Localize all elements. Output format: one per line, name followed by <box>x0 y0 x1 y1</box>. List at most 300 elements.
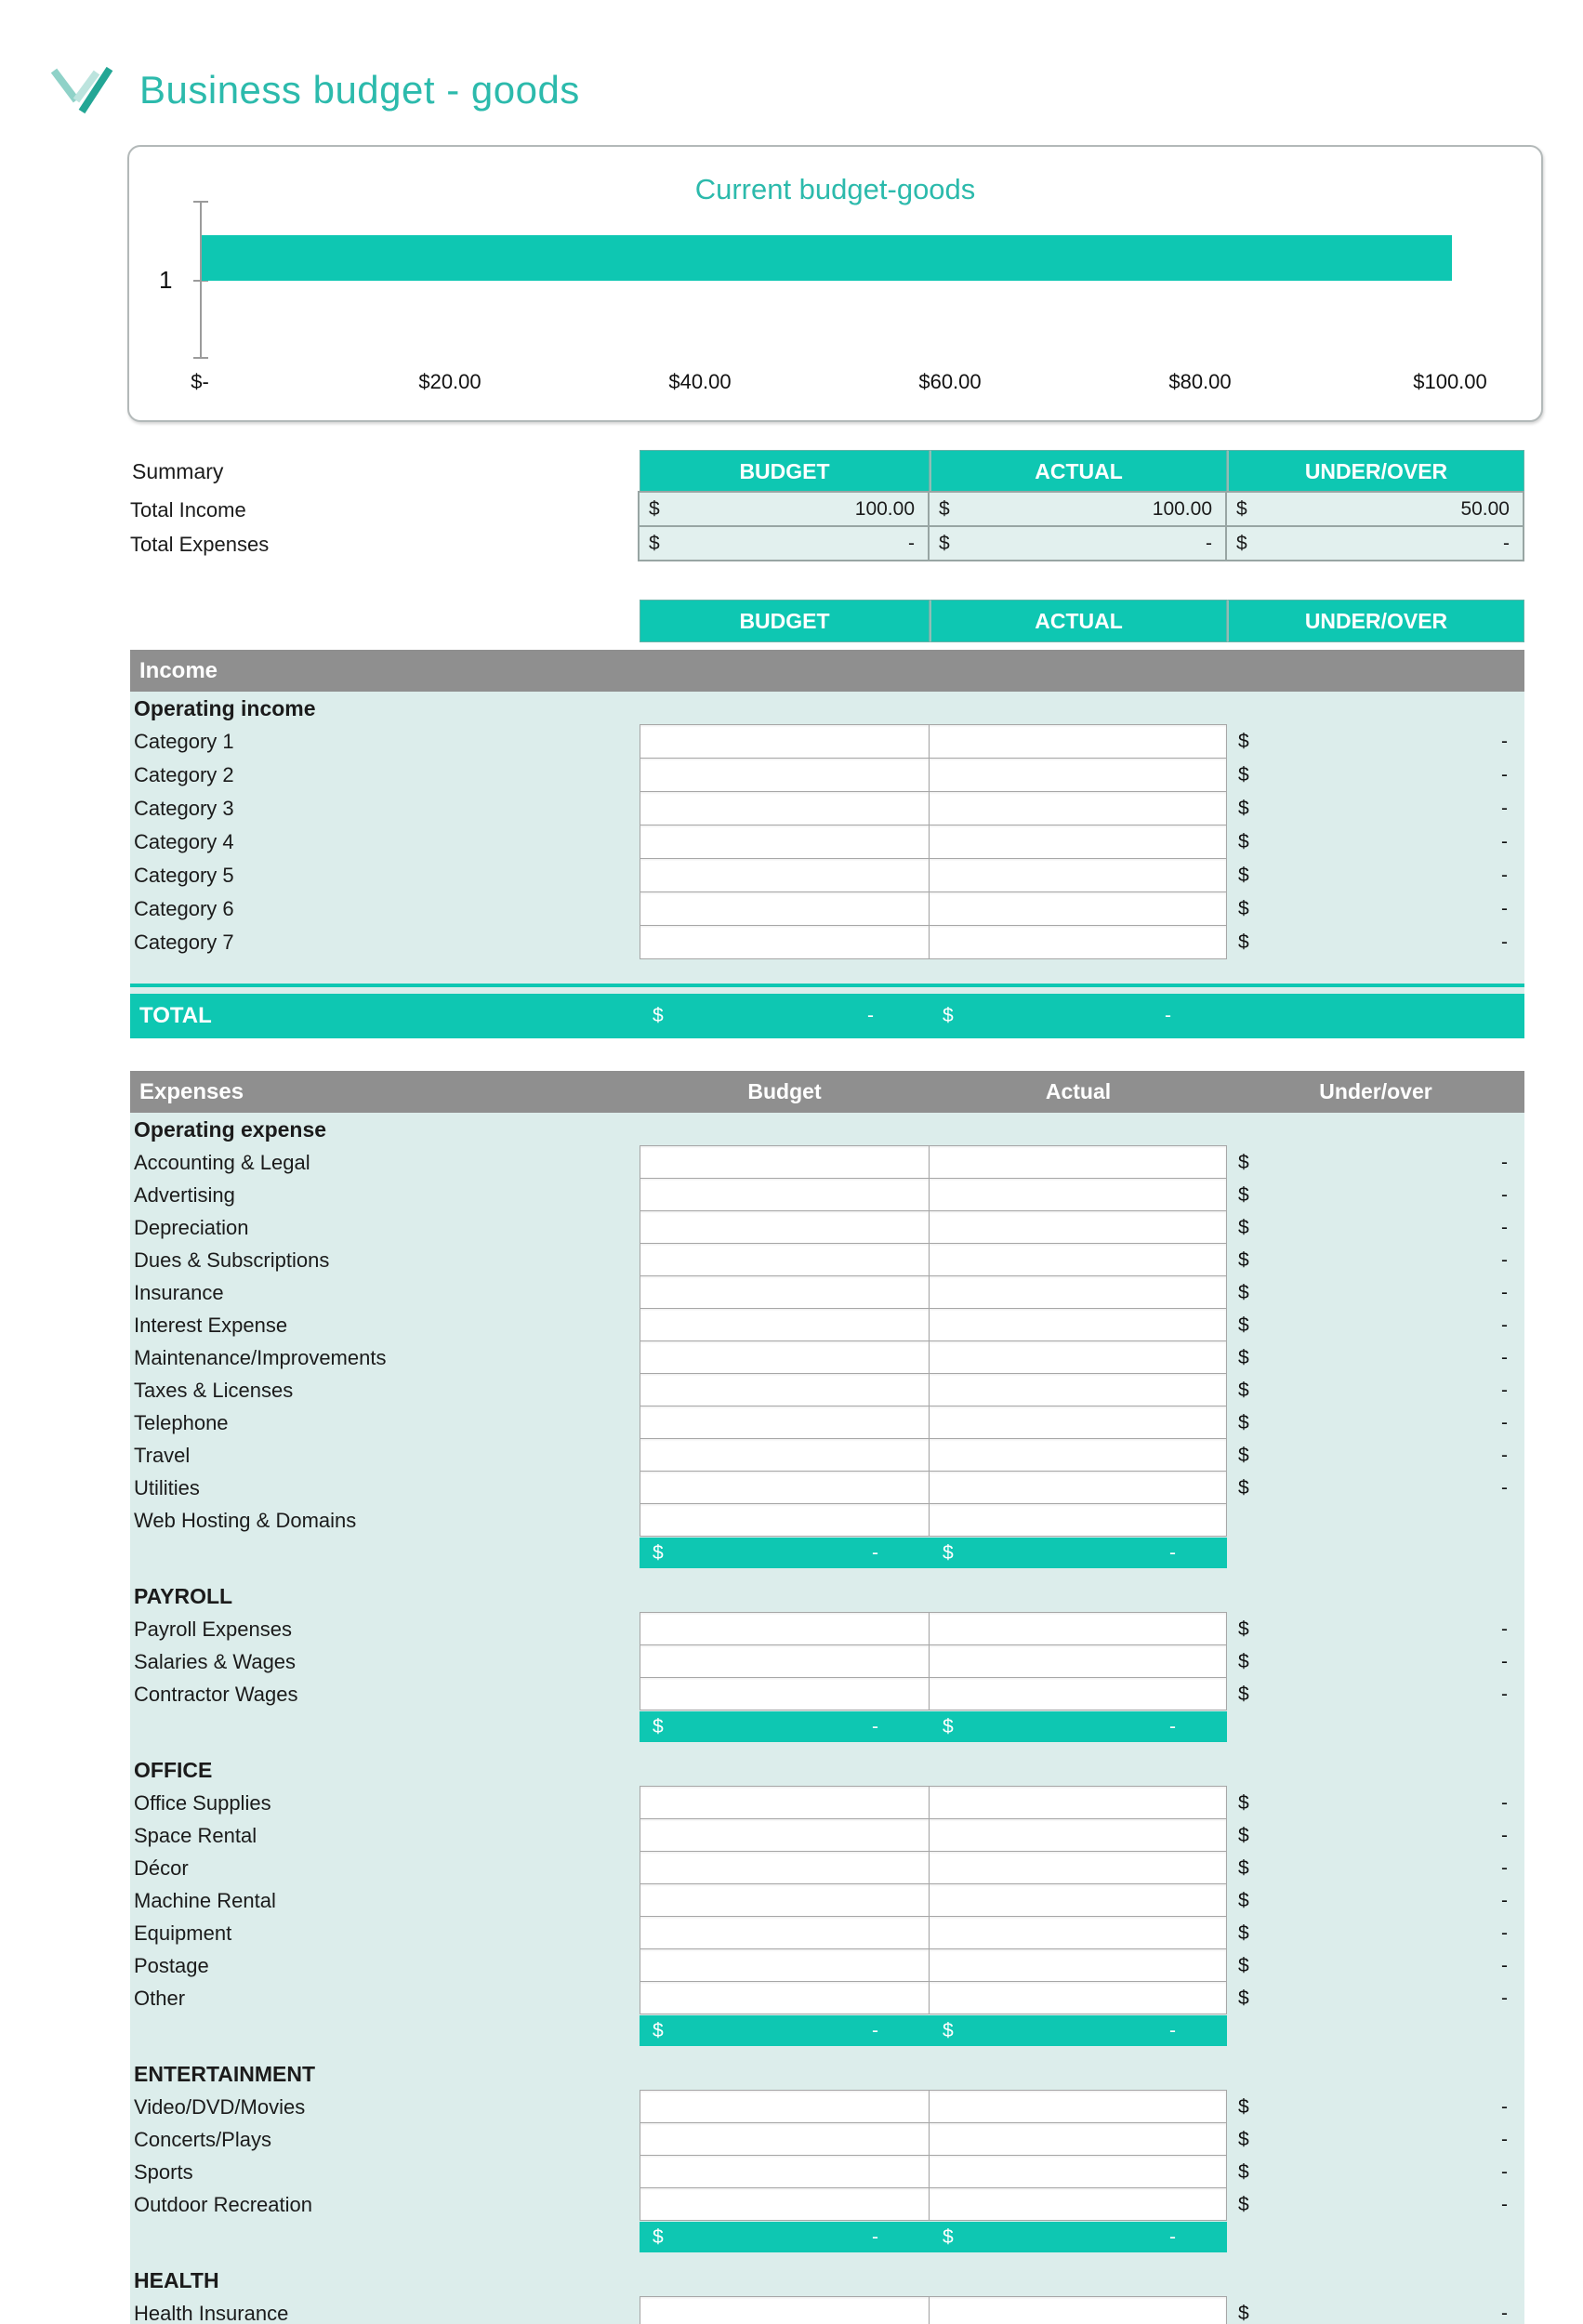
actual-input-cell[interactable] <box>929 1677 1227 1710</box>
currency-symbol: $ <box>653 1541 664 1564</box>
under-over-value: - <box>1501 731 1508 752</box>
actual-input-cell[interactable] <box>929 1308 1227 1341</box>
line-item-label: Utilities <box>134 1475 200 1499</box>
line-item-label: Health Insurance <box>134 2301 289 2324</box>
expense-group-label: Operating expense <box>134 1116 327 1142</box>
budget-input-cell[interactable] <box>640 891 930 926</box>
under-over-value: - <box>1501 898 1508 919</box>
line-item-label: Advertising <box>134 1182 235 1207</box>
line-item-row <box>130 2091 1524 2123</box>
budget-input-cell[interactable] <box>640 1178 930 1211</box>
expense-group-rows <box>130 1613 1524 1710</box>
line-item-label: Other <box>134 1986 186 2010</box>
actual-input-cell[interactable] <box>929 758 1227 792</box>
under-over-value: - <box>1501 2193 1508 2215</box>
under-over-value: - <box>1501 831 1508 852</box>
actual-input-cell[interactable] <box>929 925 1227 959</box>
currency-symbol: $ <box>1238 898 1249 919</box>
line-item-row <box>130 1374 1524 1406</box>
line-item-row <box>130 1341 1524 1374</box>
line-item-label: Category 6 <box>134 897 234 920</box>
currency-symbol: $ <box>1238 1151 1249 1173</box>
budget-input-cell[interactable] <box>640 2090 930 2123</box>
subtotal-budget-value: - <box>872 1541 878 1564</box>
expense-group-label: OFFICE <box>134 1757 213 1782</box>
expense-subtotal-row <box>130 2222 1524 2252</box>
line-item-row <box>130 2123 1524 2156</box>
currency-symbol: $ <box>939 532 950 554</box>
subtotal-budget-value: - <box>872 2225 878 2248</box>
currency-symbol: $ <box>1238 1314 1249 1336</box>
under-over-cell <box>1227 926 1524 959</box>
under-over-value: - <box>1501 1411 1508 1433</box>
chart-title: Current budget-goods <box>694 173 976 205</box>
income-column-header-row <box>130 600 1524 642</box>
summary-value: - <box>908 532 915 554</box>
budget-chart-card <box>127 145 1543 422</box>
under-over-cell <box>1227 2156 1524 2188</box>
currency-symbol: $ <box>1238 1248 1249 1271</box>
expenses-col-budget: Budget <box>747 1079 822 1103</box>
currency-symbol: $ <box>1238 1183 1249 1206</box>
summary-under_over-cell <box>1225 525 1524 561</box>
x-axis-tick-label: $- <box>191 370 209 393</box>
summary-table <box>130 450 1524 561</box>
budget-input-cell[interactable] <box>640 1210 930 1244</box>
under-over-cell <box>1227 725 1524 759</box>
line-item-label: Telephone <box>134 1410 229 1434</box>
currency-symbol: $ <box>1238 2193 1249 2215</box>
line-item-label: Maintenance/Improvements <box>134 1345 387 1369</box>
currency-symbol: $ <box>1238 731 1249 752</box>
subtotal-budget <box>640 2222 930 2252</box>
summary-col-budget: BUDGET <box>640 450 930 493</box>
currency-symbol: $ <box>943 1715 954 1737</box>
budget-input-cell[interactable] <box>640 2296 930 2324</box>
under-over-value: - <box>1501 1889 1508 1911</box>
actual-input-cell[interactable] <box>929 2122 1227 2156</box>
under-over-cell <box>1227 1146 1524 1179</box>
budget-input-cell[interactable] <box>640 1406 930 1439</box>
budget-input-cell[interactable] <box>640 858 930 892</box>
chart-x-axis-labels <box>191 370 1487 402</box>
under-over-value: - <box>1501 2095 1508 2118</box>
budget-input-cell[interactable] <box>640 2122 930 2156</box>
currency-symbol: $ <box>1238 1683 1249 1705</box>
under-over-cell <box>1227 2297 1524 2324</box>
line-item-label: Category 7 <box>134 931 234 954</box>
currency-symbol: $ <box>1238 865 1249 886</box>
summary-header-row <box>130 450 1524 493</box>
under-over-value: - <box>1501 1791 1508 1814</box>
line-item-label: Payroll Expenses <box>134 1617 292 1641</box>
line-item-row <box>130 926 1524 959</box>
actual-input-cell[interactable] <box>929 724 1227 759</box>
budget-input-cell[interactable] <box>640 1786 930 1819</box>
income-total-row <box>130 994 1524 1038</box>
under-over-cell <box>1227 2091 1524 2123</box>
actual-input-cell[interactable] <box>929 2090 1227 2123</box>
budget-input-cell[interactable] <box>640 1883 930 1917</box>
spacer <box>130 1742 1524 1753</box>
summary-rows <box>130 493 1524 561</box>
line-item-row <box>130 2156 1524 2188</box>
expense-group-rows <box>130 1146 1524 1537</box>
currency-symbol: $ <box>649 497 660 520</box>
currency-symbol: $ <box>1238 2160 1249 2183</box>
x-axis-tick-label: $20.00 <box>418 370 481 393</box>
expense-group <box>130 1113 1524 1579</box>
currency-symbol: $ <box>1238 831 1249 852</box>
expense-group-rows <box>130 2297 1524 2324</box>
under-over-cell <box>1227 1819 1524 1852</box>
actual-input-cell[interactable] <box>929 1471 1227 1504</box>
income-col-budget: BUDGET <box>640 600 930 642</box>
budget-input-cell[interactable] <box>640 1948 930 1982</box>
budget-input-cell[interactable] <box>640 1851 930 1884</box>
actual-input-cell[interactable] <box>929 2187 1227 2221</box>
line-item-row <box>130 1439 1524 1472</box>
line-item-label: Category 4 <box>134 830 234 853</box>
line-item-row <box>130 1852 1524 1884</box>
actual-input-cell[interactable] <box>929 858 1227 892</box>
under-over-value: - <box>1501 1921 1508 1944</box>
under-over-cell <box>1227 1406 1524 1439</box>
budget-input-cell[interactable] <box>640 1503 930 1537</box>
x-axis-tick-label: $100.00 <box>1413 370 1487 393</box>
under-over-value: - <box>1501 2160 1508 2183</box>
currency-symbol: $ <box>653 1715 664 1737</box>
under-over-value: - <box>1501 1856 1508 1879</box>
actual-input-cell[interactable] <box>929 1145 1227 1179</box>
x-axis-tick-label: $40.00 <box>668 370 732 393</box>
budget-input-cell[interactable] <box>640 2187 930 2221</box>
chart-plot-area <box>159 201 1450 359</box>
line-item-label: Interest Expense <box>134 1313 288 1337</box>
actual-input-cell[interactable] <box>929 1178 1227 1211</box>
under-over-value: - <box>1501 2302 1508 2324</box>
summary-under_over-cell <box>1225 491 1524 527</box>
summary-row-label: Total Income <box>130 497 246 522</box>
subtotal-actual <box>930 1538 1227 1568</box>
currency-symbol: $ <box>939 497 950 520</box>
currency-symbol: $ <box>1238 1281 1249 1303</box>
under-over-cell <box>1227 1917 1524 1949</box>
spacer <box>130 987 1524 994</box>
income-section <box>130 692 1524 994</box>
spacer <box>130 2252 1524 2264</box>
line-item-label: Contractor Wages <box>134 1682 298 1706</box>
summary-label: Summary <box>132 458 224 483</box>
actual-input-cell[interactable] <box>929 791 1227 825</box>
line-item-row <box>130 1613 1524 1645</box>
budget-input-cell[interactable] <box>640 1612 930 1645</box>
under-over-value: - <box>1501 1314 1508 1336</box>
actual-input-cell[interactable] <box>929 1373 1227 1406</box>
under-over-cell <box>1227 859 1524 892</box>
actual-input-cell[interactable] <box>929 1948 1227 1982</box>
under-over-cell <box>1227 1949 1524 1982</box>
currency-symbol: $ <box>649 532 660 554</box>
actual-input-cell[interactable] <box>929 2296 1227 2324</box>
currency-symbol: $ <box>653 1005 664 1026</box>
income-band-label: Income <box>139 657 218 683</box>
subtotal-budget <box>640 1538 930 1568</box>
under-over-value: - <box>1501 1151 1508 1173</box>
under-over-value: - <box>1501 764 1508 786</box>
line-item-label: Equipment <box>134 1921 232 1945</box>
under-over-value: - <box>1501 865 1508 886</box>
line-item-label: Décor <box>134 1855 189 1880</box>
budget-input-cell[interactable] <box>640 791 930 825</box>
under-over-value: - <box>1501 1987 1508 2009</box>
actual-input-cell[interactable] <box>929 1851 1227 1884</box>
budget-input-cell[interactable] <box>640 1438 930 1472</box>
under-over-cell <box>1227 1179 1524 1211</box>
line-item-row <box>130 1276 1524 1309</box>
subtotal-actual <box>930 2222 1227 2252</box>
actual-input-cell[interactable] <box>929 1340 1227 1374</box>
currency-symbol: $ <box>1238 1889 1249 1911</box>
line-item-label: Depreciation <box>134 1215 249 1239</box>
income-band <box>130 650 1524 692</box>
actual-input-cell[interactable] <box>929 1786 1227 1819</box>
line-item-label: Taxes & Licenses <box>134 1378 294 1402</box>
axis-tick <box>193 201 208 203</box>
currency-symbol: $ <box>1238 1921 1249 1944</box>
currency-symbol: $ <box>1238 798 1249 819</box>
subtotal-actual <box>930 2015 1227 2046</box>
actual-input-cell[interactable] <box>929 1438 1227 1472</box>
line-item-label: Concerts/Plays <box>134 2127 271 2151</box>
budget-input-cell[interactable] <box>640 1275 930 1309</box>
line-item-label: Category 1 <box>134 730 234 753</box>
line-item-label: Travel <box>134 1443 191 1467</box>
summary-data-row <box>130 493 1524 527</box>
currency-symbol: $ <box>653 2019 664 2041</box>
under-over-value: - <box>1501 1281 1508 1303</box>
line-item-label: Dues & Subscriptions <box>134 1248 330 1272</box>
budget-input-cell[interactable] <box>640 825 930 859</box>
x-axis-tick-label: $80.00 <box>1168 370 1232 393</box>
budget-input-cell[interactable] <box>640 1243 930 1276</box>
under-over-cell <box>1227 1211 1524 1244</box>
currency-symbol: $ <box>1238 2302 1249 2324</box>
summary-value: 100.00 <box>1152 497 1212 520</box>
budget-input-cell[interactable] <box>640 1981 930 2014</box>
line-item-label: Outdoor Recreation <box>134 2192 312 2216</box>
spacer <box>130 2046 1524 2057</box>
line-item-row <box>130 1787 1524 1819</box>
line-item-row <box>130 2188 1524 2221</box>
actual-input-cell[interactable] <box>929 2155 1227 2188</box>
line-item-row <box>130 1472 1524 1504</box>
under-over-cell <box>1227 825 1524 859</box>
budget-input-cell[interactable] <box>640 1340 930 1374</box>
budget-input-cell[interactable] <box>640 1916 930 1949</box>
under-over-cell <box>1227 1645 1524 1678</box>
actual-input-cell[interactable] <box>929 825 1227 859</box>
currency-symbol: $ <box>943 1541 954 1564</box>
line-item-row <box>130 1406 1524 1439</box>
under-over-cell <box>1227 1678 1524 1710</box>
expenses-section <box>130 1113 1524 2324</box>
line-item-row <box>130 1884 1524 1917</box>
summary-actual-cell <box>928 491 1227 527</box>
currency-symbol: $ <box>1238 1954 1249 1976</box>
under-over-value: - <box>1501 2128 1508 2150</box>
budget-input-cell[interactable] <box>640 724 930 759</box>
actual-input-cell[interactable] <box>929 891 1227 926</box>
actual-input-cell[interactable] <box>929 1210 1227 1244</box>
line-item-label: Machine Rental <box>134 1888 276 1912</box>
under-over-cell <box>1227 1472 1524 1504</box>
under-over-value: - <box>1501 1183 1508 1206</box>
budget-input-cell[interactable] <box>640 758 930 792</box>
line-item-row <box>130 1819 1524 1852</box>
under-over-value: - <box>1501 1824 1508 1846</box>
under-over-value: - <box>1501 1216 1508 1238</box>
line-item-row <box>130 1678 1524 1710</box>
currency-symbol: $ <box>943 1005 954 1026</box>
currency-symbol: $ <box>1238 1856 1249 1879</box>
checkmark-logo-icon <box>48 63 119 117</box>
line-item-row <box>130 759 1524 792</box>
budget-input-cell[interactable] <box>640 1308 930 1341</box>
currency-symbol: $ <box>1238 1650 1249 1672</box>
actual-input-cell[interactable] <box>929 1818 1227 1852</box>
spacer <box>130 1038 1524 1071</box>
currency-symbol: $ <box>1238 1987 1249 2009</box>
line-item-row <box>130 1949 1524 1982</box>
axis-tick <box>193 357 208 359</box>
currency-symbol: $ <box>1238 1476 1249 1499</box>
line-item-label: Web Hosting & Domains <box>134 1508 357 1532</box>
line-item-row <box>130 725 1524 759</box>
under-over-cell <box>1227 2188 1524 2221</box>
under-over-cell <box>1227 1374 1524 1406</box>
budget-input-cell[interactable] <box>640 1145 930 1179</box>
actual-input-cell[interactable] <box>929 1883 1227 1917</box>
currency-symbol: $ <box>1238 1618 1249 1640</box>
summary-value: 50.00 <box>1460 497 1510 520</box>
actual-input-cell[interactable] <box>929 1981 1227 2014</box>
line-item-label: Postage <box>134 1953 209 1977</box>
currency-symbol: $ <box>1238 2095 1249 2118</box>
under-over-value: - <box>1501 1379 1508 1401</box>
actual-input-cell[interactable] <box>929 1503 1227 1537</box>
currency-symbol: $ <box>1238 764 1249 786</box>
line-item-row <box>130 1982 1524 2014</box>
subtotal-actual-value: - <box>1169 2225 1176 2248</box>
under-over-cell <box>1227 2123 1524 2156</box>
currency-symbol: $ <box>943 2019 954 2041</box>
line-item-label: Category 5 <box>134 864 234 887</box>
actual-input-cell[interactable] <box>929 1612 1227 1645</box>
line-item-label: Video/DVD/Movies <box>134 2094 306 2119</box>
under-over-cell <box>1227 1982 1524 2014</box>
chart-category-label: 1 <box>159 266 173 294</box>
under-over-value: - <box>1501 1618 1508 1640</box>
summary-budget-cell <box>638 525 930 561</box>
summary-value: - <box>1503 532 1510 554</box>
summary-value: 100.00 <box>854 497 915 520</box>
x-axis-tick-label: $60.00 <box>918 370 982 393</box>
under-over-cell <box>1227 1309 1524 1341</box>
spacer <box>130 1568 1524 1579</box>
currency-symbol: $ <box>1236 497 1247 520</box>
budget-input-cell[interactable] <box>640 1818 930 1852</box>
expense-group <box>130 2057 1524 2264</box>
line-item-row <box>130 792 1524 825</box>
currency-symbol: $ <box>1238 1411 1249 1433</box>
subtotal-actual-value: - <box>1169 2019 1176 2041</box>
currency-symbol: $ <box>1238 931 1249 953</box>
budget-input-cell[interactable] <box>640 925 930 959</box>
line-item-label: Sports <box>134 2159 193 2184</box>
budget-input-cell[interactable] <box>640 1471 930 1504</box>
under-over-cell <box>1227 1276 1524 1309</box>
currency-symbol: $ <box>1238 1379 1249 1401</box>
under-over-value: - <box>1501 1346 1508 1368</box>
under-over-cell <box>1227 1787 1524 1819</box>
expenses-col-actual: Actual <box>1045 1079 1112 1103</box>
currency-symbol: $ <box>1236 532 1247 554</box>
under-over-cell <box>1227 1244 1524 1276</box>
budget-input-cell[interactable] <box>640 1677 930 1710</box>
income-group-label: Operating income <box>134 695 316 720</box>
under-over-cell <box>1227 792 1524 825</box>
under-over-value: - <box>1501 1248 1508 1271</box>
expenses-band-label: Expenses <box>139 1078 244 1104</box>
spacer <box>130 959 1524 984</box>
under-over-cell <box>1227 1341 1524 1374</box>
under-over-cell <box>1227 1852 1524 1884</box>
line-item-row <box>130 892 1524 926</box>
line-item-row <box>130 1146 1524 1179</box>
actual-input-cell[interactable] <box>929 1406 1227 1439</box>
subtotal-actual-value: - <box>1169 1541 1176 1564</box>
actual-input-cell[interactable] <box>929 1644 1227 1678</box>
income-rows <box>130 725 1524 959</box>
line-item-row <box>130 1244 1524 1276</box>
currency-symbol: $ <box>1238 1216 1249 1238</box>
subtotal-actual-value: - <box>1169 1715 1176 1737</box>
income-total-actual <box>930 994 1227 1038</box>
expense-group <box>130 1579 1524 1753</box>
summary-col-underover: UNDER/OVER <box>1227 450 1524 493</box>
line-item-label: Accounting & Legal <box>134 1150 310 1174</box>
budget-input-cell[interactable] <box>640 1644 930 1678</box>
actual-input-cell[interactable] <box>929 1243 1227 1276</box>
summary-row-label: Total Expenses <box>130 532 270 556</box>
under-over-cell <box>1227 759 1524 792</box>
income-col-underover: UNDER/OVER <box>1227 600 1524 642</box>
budget-input-cell[interactable] <box>640 2155 930 2188</box>
under-over-cell <box>1227 1439 1524 1472</box>
under-over-value: - <box>1501 931 1508 953</box>
line-item-label: Office Supplies <box>134 1790 271 1815</box>
budget-input-cell[interactable] <box>640 1373 930 1406</box>
under-over-cell <box>1227 1884 1524 1917</box>
expense-subtotal-row <box>130 1711 1524 1742</box>
under-over-value: - <box>1501 798 1508 819</box>
page-header <box>0 0 1583 117</box>
actual-input-cell[interactable] <box>929 1916 1227 1949</box>
actual-input-cell[interactable] <box>929 1275 1227 1309</box>
income-total-actual-value: - <box>1165 1005 1171 1026</box>
line-item-label: Salaries & Wages <box>134 1649 297 1673</box>
